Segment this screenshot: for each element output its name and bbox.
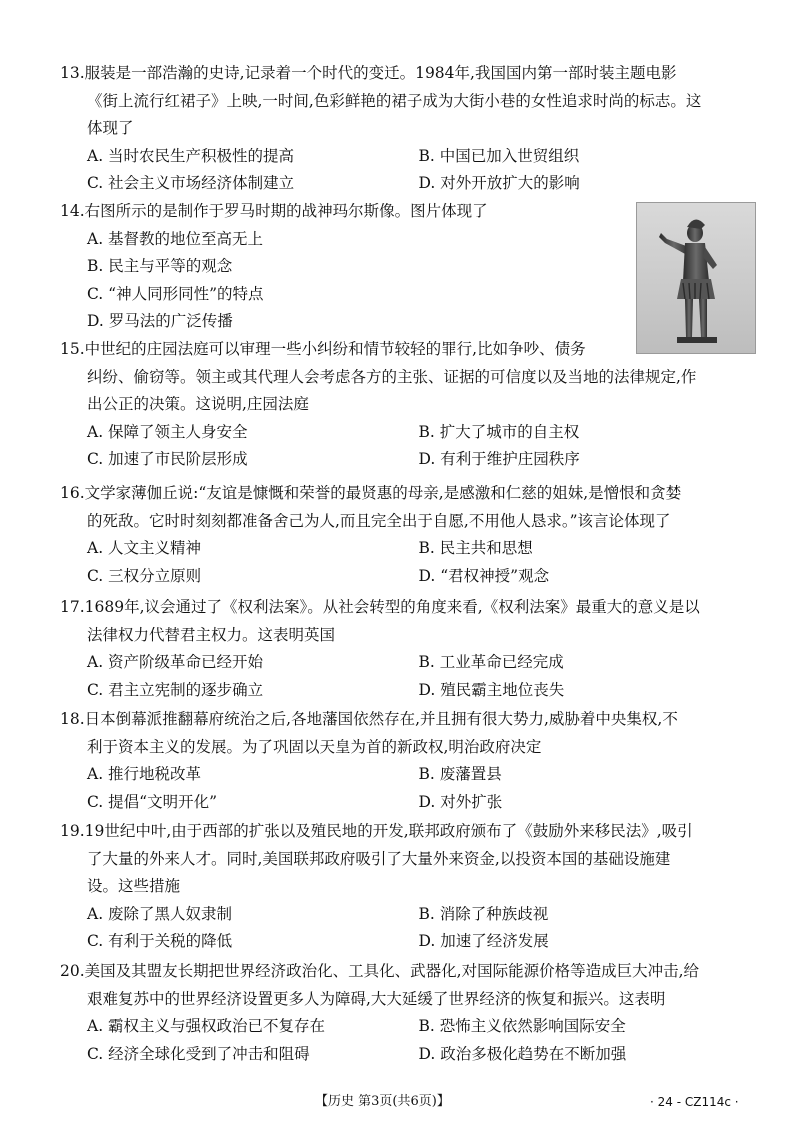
option-a: A. 推行地税改革: [87, 765, 202, 783]
options-row: [60, 563, 750, 591]
options-row: [60, 1041, 750, 1069]
options-row: [60, 535, 750, 563]
option-b: B. 废藩置县: [418, 765, 502, 783]
question-stem-line: 体现了: [87, 119, 134, 137]
question-stem-line: 利于资本主义的发展。为了巩固以天皇为首的新政权,明治政府决定: [87, 737, 542, 756]
option-b: B. 民主共和思想: [418, 539, 533, 557]
question-stem-line: 17.1689年,议会通过了《权利法案》。从社会转型的角度来看,《权利法案》最重大的意义是以: [60, 598, 700, 616]
question-19: [60, 818, 750, 956]
question-18: [60, 706, 750, 816]
option-c: C. 提倡“文明开化”: [87, 792, 218, 811]
question-stem-line: 了大量的外来人才。同时,美国联邦政府吸引了大量外来资金,以投资本国的基础设施建: [87, 849, 671, 868]
option-d: D. 加速了经济发展: [418, 932, 549, 950]
question-stem-line: 设。这些措施: [87, 877, 181, 895]
option-c: C. 经济全球化受到了冲击和阻碍: [87, 1044, 310, 1063]
option-d: D. 有利于维护庄园秩序: [418, 450, 580, 468]
mars-statue-figure: [637, 203, 755, 353]
options-row: [60, 649, 750, 677]
question-15: [60, 336, 750, 474]
options-row: [60, 928, 750, 956]
option-b: B. 中国已加入世贸组织: [418, 146, 580, 165]
question-20: [60, 958, 750, 1068]
options-row: [60, 677, 750, 705]
page-number-label: 【历史 第3页(共6页)】: [315, 1094, 450, 1109]
option-a: A. 保障了领主人身安全: [87, 422, 248, 441]
question-stem-line: 19.19世纪中叶,由于西部的扩张以及殖民地的开发,联邦政府颁布了《鼓励外来移民法》,吸引: [60, 822, 693, 840]
question-13: [60, 60, 750, 198]
option-c: C. 有利于关税的降低: [87, 932, 233, 950]
options-row: [60, 789, 750, 817]
question-stem-line: 《街上流行红裙子》上映,一时间,色彩鲜艳的裙子成为大街小巷的女性追求时尚的标志。这: [87, 91, 702, 110]
question-stem-line: 16.文学家薄伽丘说:“友谊是慷慨和荣誉的最贤惠的母亲,是感激和仁慈的姐妹,是憎恨和贪婪: [60, 484, 682, 502]
options-row: [60, 901, 750, 929]
option-a: A. 霸权主义与强权政治已不复存在: [87, 1017, 326, 1035]
question-stem-line: 艰难复苏中的世界经济设置更多人为障碍,大大延缓了世界经济的恢复和振兴。这表明: [87, 989, 666, 1008]
question-stem-line: 14.右图所示的是制作于罗马时期的战神玛尔斯像。图片体现了: [60, 202, 488, 220]
option-d: D. 政治多极化趋势在不断加强: [418, 1044, 627, 1063]
option-a: A. 当时农民生产积极性的提高: [87, 146, 295, 165]
option-b: B. 扩大了城市的自主权: [418, 422, 580, 441]
options-row: [60, 170, 750, 198]
option-a: A. 资产阶级革命已经开始: [87, 653, 264, 671]
option-c: C. 加速了市民阶层形成: [87, 450, 248, 468]
option-d: D. “君权神授”观念: [418, 566, 550, 585]
option-b: B. 工业革命已经完成: [418, 653, 564, 671]
option-c: C. 三权分立原则: [87, 566, 202, 585]
question-stem-line: 法律权力代替君主权力。这表明英国: [87, 625, 336, 644]
options-row: [60, 419, 750, 447]
options-row: [60, 143, 750, 171]
question-stem-line: 出公正的决策。这说明,庄园法庭: [87, 395, 309, 413]
option-c: C. 君主立宪制的逐步确立: [87, 680, 264, 699]
question-stem-line: 纠纷、偷窃等。领主或其代理人会考虑各方的主张、证据的可信度以及当地的法律规定,作: [87, 367, 697, 386]
question-stem-line: 13.服装是一部浩瀚的史诗,记录着一个时代的变迁。1984年,我国国内第一部时装主题电影: [60, 64, 677, 82]
options-row: [60, 446, 750, 474]
option-d: D. 对外开放扩大的影响: [418, 174, 580, 192]
question-stem-line: 18.日本倒幕派推翻幕府统治之后,各地藩国依然存在,并且拥有很大势力,威胁着中央集权,不: [60, 710, 678, 728]
option-b: B. 恐怖主义依然影响国际安全: [418, 1017, 626, 1035]
option-a: A. 人文主义精神: [87, 539, 202, 557]
mars-statue-image: [636, 202, 756, 354]
option-a: A. 废除了黑人奴隶制: [87, 904, 233, 923]
options-row: [60, 1013, 750, 1041]
option-d: D. 殖民霸主地位丧失: [418, 680, 565, 699]
question-stem-line: 15.中世纪的庄园法庭可以审理一些小纠纷和情节较轻的罪行,比如争吵、债务: [60, 340, 586, 358]
option-d: D. 对外扩张: [418, 792, 503, 811]
option-c: C. 社会主义市场经济体制建立: [87, 174, 295, 192]
question-16: [60, 480, 750, 590]
options-row: [60, 761, 750, 789]
option-c: C. “神人同形同性”的特点: [87, 284, 264, 303]
question-17: [60, 594, 750, 704]
question-stem-line: 的死敌。它时时刻刻都准备舍己为人,而且完全出于自愿,不用他人恳求。”该言论体现了: [87, 511, 671, 530]
option-b: B. 消除了种族歧视: [418, 904, 549, 923]
option-b: B. 民主与平等的观念: [87, 257, 233, 275]
option-d: D. 罗马法的广泛传播: [87, 312, 233, 330]
exam-code: · 24 - CZ114c ·: [650, 1095, 739, 1109]
question-stem-line: 20.美国及其盟友长期把世界经济政治化、工具化、武器化,对国际能源价格等造成巨大冲击,给: [60, 962, 700, 980]
option-a: A. 基督教的地位至高无上: [87, 229, 264, 248]
